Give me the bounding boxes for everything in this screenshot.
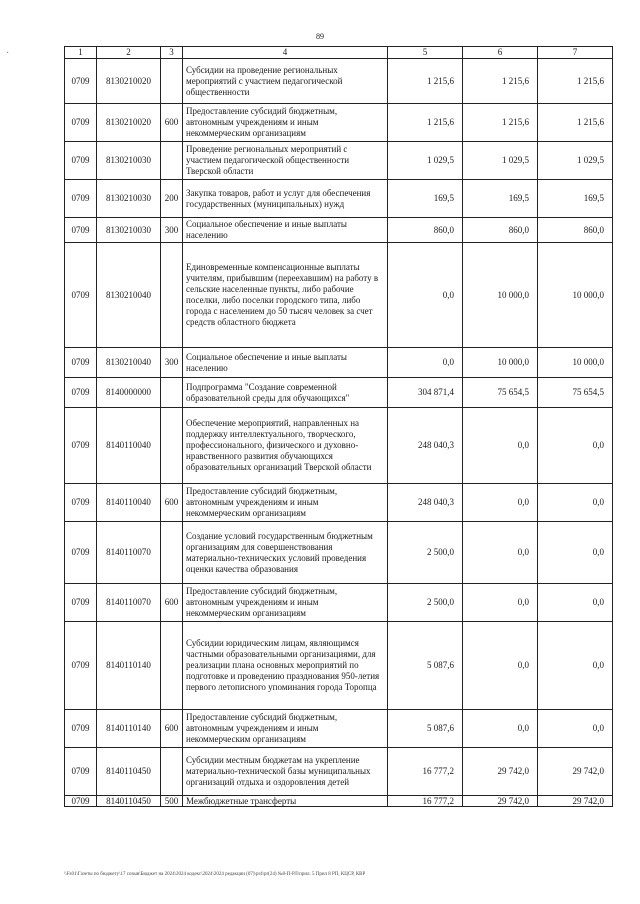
expense-type-cell: 600 <box>161 484 183 522</box>
value-2026-cell: 1 215,6 <box>538 104 613 142</box>
expense-type-cell <box>161 622 183 710</box>
budget-table <box>64 46 613 807</box>
table-row <box>65 243 613 348</box>
section-code-cell: 0709 <box>65 584 97 622</box>
value-2025-cell: 10 000,0 <box>463 348 538 378</box>
header-col-6: 6 <box>463 47 538 59</box>
value-2026-cell: 1 029,5 <box>538 142 613 180</box>
value-2025-cell: 0,0 <box>463 622 538 710</box>
section-code-cell: 0709 <box>65 59 97 104</box>
target-code-cell: 8140110450 <box>97 796 161 807</box>
target-code-cell: 8130210030 <box>97 180 161 218</box>
budget-table-container <box>64 46 612 807</box>
target-code-cell: 8130210020 <box>97 104 161 142</box>
target-code-cell: 8140110040 <box>97 408 161 484</box>
description-cell: Предоставление субсидий бюджетным, автономным учреждениям и иным некоммерческим организациям <box>183 584 388 622</box>
value-2024-cell: 860,0 <box>388 218 463 243</box>
section-code-cell: 0709 <box>65 180 97 218</box>
value-2025-cell: 29 742,0 <box>463 796 538 807</box>
description-cell: Субсидии юридическим лицам, являющимся частными образовательными организациями, для реализации плана основных мероприятий по подготовке и проведению празднования 950-летия первого летописного упоминания города Торопца <box>183 622 388 710</box>
expense-type-cell: 200 <box>161 180 183 218</box>
table-row <box>65 710 613 748</box>
header-col-1: 1 <box>65 47 97 59</box>
target-code-cell: 8140110070 <box>97 522 161 584</box>
expense-type-cell <box>161 408 183 484</box>
expense-type-cell <box>161 378 183 408</box>
description-cell: Социальное обеспечение и иные выплаты населению <box>183 218 388 243</box>
description-cell: Межбюджетные трансферты <box>183 796 388 807</box>
section-code-cell: 0709 <box>65 522 97 584</box>
value-2026-cell: 29 742,0 <box>538 796 613 807</box>
description-cell: Социальное обеспечение и иные выплаты населению <box>183 348 388 378</box>
table-row <box>65 748 613 796</box>
value-2026-cell: 0,0 <box>538 408 613 484</box>
expense-type-cell <box>161 59 183 104</box>
target-code-cell: 8140110140 <box>97 622 161 710</box>
table-row <box>65 522 613 584</box>
section-code-cell: 0709 <box>65 348 97 378</box>
table-row <box>65 59 613 104</box>
value-2024-cell: 1 215,6 <box>388 104 463 142</box>
table-row <box>65 218 613 243</box>
table-row <box>65 180 613 218</box>
description-cell: Предоставление субсидий бюджетным, автономным учреждениям и иным некоммерческим организациям <box>183 484 388 522</box>
value-2025-cell: 1 029,5 <box>463 142 538 180</box>
value-2024-cell: 5 087,6 <box>388 710 463 748</box>
target-code-cell: 8130210030 <box>97 218 161 243</box>
value-2024-cell: 2 500,0 <box>388 522 463 584</box>
scan-edge-mark: · <box>6 48 10 59</box>
description-cell: Предоставление субсидий бюджетным, автономным учреждениям и иным некоммерческим организациям <box>183 104 388 142</box>
table-row <box>65 796 613 807</box>
expense-type-cell <box>161 142 183 180</box>
expense-type-cell: 300 <box>161 348 183 378</box>
value-2025-cell: 1 215,6 <box>463 59 538 104</box>
page-number: 89 <box>316 32 324 41</box>
value-2026-cell: 860,0 <box>538 218 613 243</box>
expense-type-cell: 600 <box>161 710 183 748</box>
target-code-cell: 8130210030 <box>97 142 161 180</box>
target-code-cell: 8130210020 <box>97 59 161 104</box>
description-cell: Субсидии на проведение региональных мероприятий с участием педагогической общественности <box>183 59 388 104</box>
section-code-cell: 0709 <box>65 796 97 807</box>
value-2026-cell: 10 000,0 <box>538 243 613 348</box>
description-cell: Единовременные компенсационные выплаты учителям, прибывшим (переехавшим) на работу в сельские населенные пункты, либо рабочие поселки, либо поселки городского типа, либо города с населением до 50 тысяч человек за счет средств областного бюджета <box>183 243 388 348</box>
value-2024-cell: 1 029,5 <box>388 142 463 180</box>
value-2026-cell: 10 000,0 <box>538 348 613 378</box>
header-col-2: 2 <box>97 47 161 59</box>
value-2026-cell: 1 215,6 <box>538 59 613 104</box>
table-row <box>65 408 613 484</box>
value-2025-cell: 169,5 <box>463 180 538 218</box>
section-code-cell: 0709 <box>65 408 97 484</box>
section-code-cell: 0709 <box>65 622 97 710</box>
table-row <box>65 104 613 142</box>
target-code-cell: 8140000000 <box>97 378 161 408</box>
target-code-cell: 8130210040 <box>97 243 161 348</box>
value-2024-cell: 2 500,0 <box>388 584 463 622</box>
value-2026-cell: 0,0 <box>538 622 613 710</box>
description-cell: Обеспечение мероприятий, направленных на поддержку интеллектуального, творческого, профессионального, физического и духовно-нравственного развития обучающихся образовательных организаций Тверской области <box>183 408 388 484</box>
description-cell: Предоставление субсидий бюджетным, автономным учреждениям и иным некоммерческим организациям <box>183 710 388 748</box>
value-2024-cell: 16 777,2 <box>388 748 463 796</box>
value-2025-cell: 860,0 <box>463 218 538 243</box>
target-code-cell: 8140110040 <box>97 484 161 522</box>
section-code-cell: 0709 <box>65 104 97 142</box>
value-2024-cell: 169,5 <box>388 180 463 218</box>
value-2025-cell: 0,0 <box>463 522 538 584</box>
expense-type-cell <box>161 243 183 348</box>
value-2025-cell: 1 215,6 <box>463 104 538 142</box>
description-cell: Проведение региональных мероприятий с участием педагогической общественности Тверской области <box>183 142 388 180</box>
table-row <box>65 378 613 408</box>
value-2024-cell: 1 215,6 <box>388 59 463 104</box>
table-body <box>65 59 613 807</box>
section-code-cell: 0709 <box>65 748 97 796</box>
value-2026-cell: 169,5 <box>538 180 613 218</box>
expense-type-cell: 300 <box>161 218 183 243</box>
header-row <box>65 47 613 59</box>
section-code-cell: 0709 <box>65 243 97 348</box>
value-2026-cell: 75 654,5 <box>538 378 613 408</box>
value-2025-cell: 0,0 <box>463 584 538 622</box>
value-2024-cell: 248 040,3 <box>388 408 463 484</box>
value-2024-cell: 0,0 <box>388 243 463 348</box>
value-2025-cell: 0,0 <box>463 408 538 484</box>
table-header <box>65 47 613 59</box>
table-row <box>65 622 613 710</box>
file-path-footer: \\Fs01\Газеты по бюджету\17 созыв\Бюджет на 2024\2024 кодекс\2024\2024 редакции (07)\pr4\pr(24) №8-П-РЛ\прил. 5 Прил 8 РП, КЦСР, КВР <box>64 872 366 877</box>
expense-type-cell: 500 <box>161 796 183 807</box>
description-cell: Подпрограмма "Создание современной образовательной среды для обучающихся" <box>183 378 388 408</box>
table-row <box>65 584 613 622</box>
description-cell: Создание условий государственным бюджетным организациям для совершенствования материально-технических условий проведения оценки качества образования <box>183 522 388 584</box>
section-code-cell: 0709 <box>65 710 97 748</box>
table-row <box>65 142 613 180</box>
section-code-cell: 0709 <box>65 142 97 180</box>
section-code-cell: 0709 <box>65 218 97 243</box>
target-code-cell: 8140110140 <box>97 710 161 748</box>
section-code-cell: 0709 <box>65 484 97 522</box>
value-2025-cell: 29 742,0 <box>463 748 538 796</box>
value-2024-cell: 0,0 <box>388 348 463 378</box>
expense-type-cell <box>161 748 183 796</box>
value-2025-cell: 75 654,5 <box>463 378 538 408</box>
target-code-cell: 8130210040 <box>97 348 161 378</box>
value-2024-cell: 5 087,6 <box>388 622 463 710</box>
value-2026-cell: 0,0 <box>538 710 613 748</box>
expense-type-cell: 600 <box>161 104 183 142</box>
header-col-3: 3 <box>161 47 183 59</box>
description-cell: Субсидии местным бюджетам на укрепление материально-технической базы муниципальных организаций отдыха и оздоровления детей <box>183 748 388 796</box>
value-2025-cell: 10 000,0 <box>463 243 538 348</box>
description-cell: Закупка товаров, работ и услуг для обеспечения государственных (муниципальных) нужд <box>183 180 388 218</box>
expense-type-cell: 600 <box>161 584 183 622</box>
value-2024-cell: 16 777,2 <box>388 796 463 807</box>
target-code-cell: 8140110070 <box>97 584 161 622</box>
table-row <box>65 484 613 522</box>
header-col-5: 5 <box>388 47 463 59</box>
value-2024-cell: 304 871,4 <box>388 378 463 408</box>
value-2026-cell: 0,0 <box>538 522 613 584</box>
value-2026-cell: 0,0 <box>538 484 613 522</box>
target-code-cell: 8140110450 <box>97 748 161 796</box>
header-col-4: 4 <box>183 47 388 59</box>
value-2026-cell: 29 742,0 <box>538 748 613 796</box>
value-2026-cell: 0,0 <box>538 584 613 622</box>
table-row <box>65 348 613 378</box>
section-code-cell: 0709 <box>65 378 97 408</box>
value-2025-cell: 0,0 <box>463 710 538 748</box>
header-col-7: 7 <box>538 47 613 59</box>
value-2025-cell: 0,0 <box>463 484 538 522</box>
expense-type-cell <box>161 522 183 584</box>
value-2024-cell: 248 040,3 <box>388 484 463 522</box>
